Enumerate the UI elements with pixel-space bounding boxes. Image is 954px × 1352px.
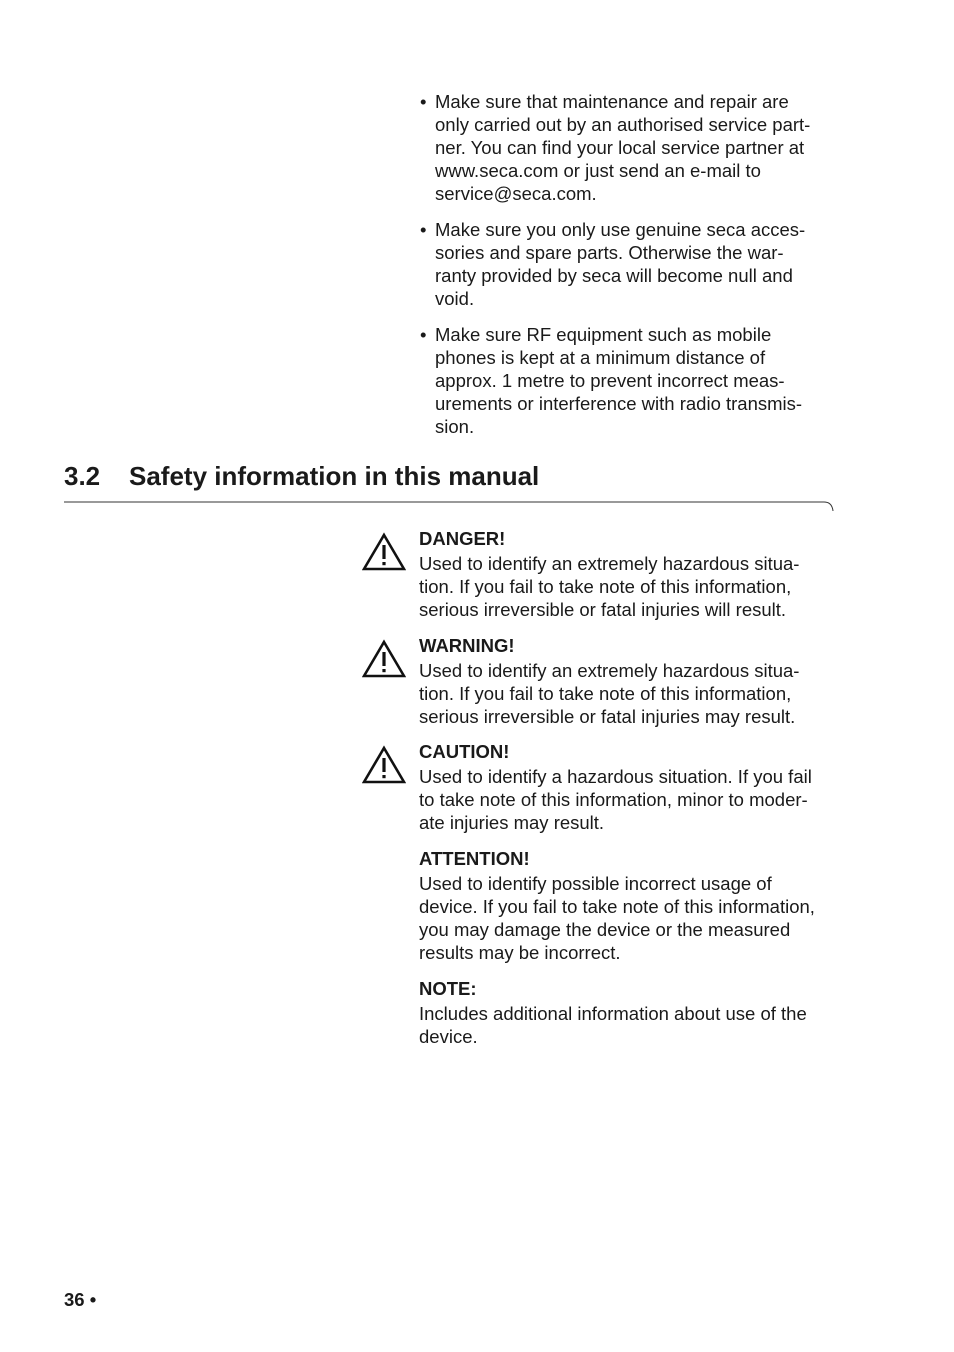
section-divider [64, 501, 834, 521]
list-item [420, 323, 840, 438]
bullet-marker: • [420, 91, 427, 112]
attention-notice [419, 847, 844, 964]
notice-label: ATTENTION! [419, 848, 530, 869]
bullet-text: Make sure RF equipment such as mobile phones is kept at a minimum distance of approx. 1 metre to prevent incorrect meas- urements or interference with radio transmis- sion. [435, 324, 803, 437]
notice-label: WARNING! [419, 635, 515, 656]
warning-triangle-icon [362, 639, 406, 679]
notice-label: DANGER! [419, 528, 506, 549]
bullet-marker: • [420, 324, 427, 345]
list-item [420, 90, 840, 205]
warning-triangle-icon [362, 532, 406, 572]
list-item [420, 218, 840, 310]
notice-text: Used to identify an extremely hazardous situa- tion. If you fail to take note of this information, serious irreversible or fatal injuries will result. [419, 553, 800, 620]
notice-label: NOTE: [419, 978, 477, 999]
page-number: 36 • [64, 1289, 97, 1310]
note-notice [419, 977, 844, 1048]
warning-triangle-icon [362, 745, 406, 785]
section-title: Safety information in this manual [129, 461, 540, 491]
notice-label: CAUTION! [419, 741, 510, 762]
bullet-list [420, 90, 840, 451]
notice-text: Includes additional information about use of the device. [419, 1003, 807, 1047]
caution-notice [419, 740, 844, 834]
bullet-text: Make sure you only use genuine seca acces- sories and spare parts. Otherwise the war- ranty provided by seca will become null and void. [435, 219, 806, 309]
notice-text: Used to identify possible incorrect usage of device. If you fail to take note of this information, you may damage the device or the measured results may be incorrect. [419, 873, 815, 963]
notice-text: Used to identify a hazardous situation. If you fail to take note of this information, minor to moder- ate injuries may result. [419, 766, 812, 833]
section-heading [64, 459, 539, 493]
notice-text: Used to identify an extremely hazardous situa- tion. If you fail to take note of this information, serious irreversible or fatal injuries may result. [419, 660, 800, 727]
danger-notice [419, 527, 844, 621]
section-number: 3.2 [64, 461, 101, 491]
bullet-text: Make sure that maintenance and repair are only carried out by an authorised service part- ner. You can find your local service partner at www.seca.com or just send an e-mail to service@seca.com. [435, 91, 811, 204]
bullet-marker: • [420, 219, 427, 240]
warning-notice [419, 634, 844, 728]
